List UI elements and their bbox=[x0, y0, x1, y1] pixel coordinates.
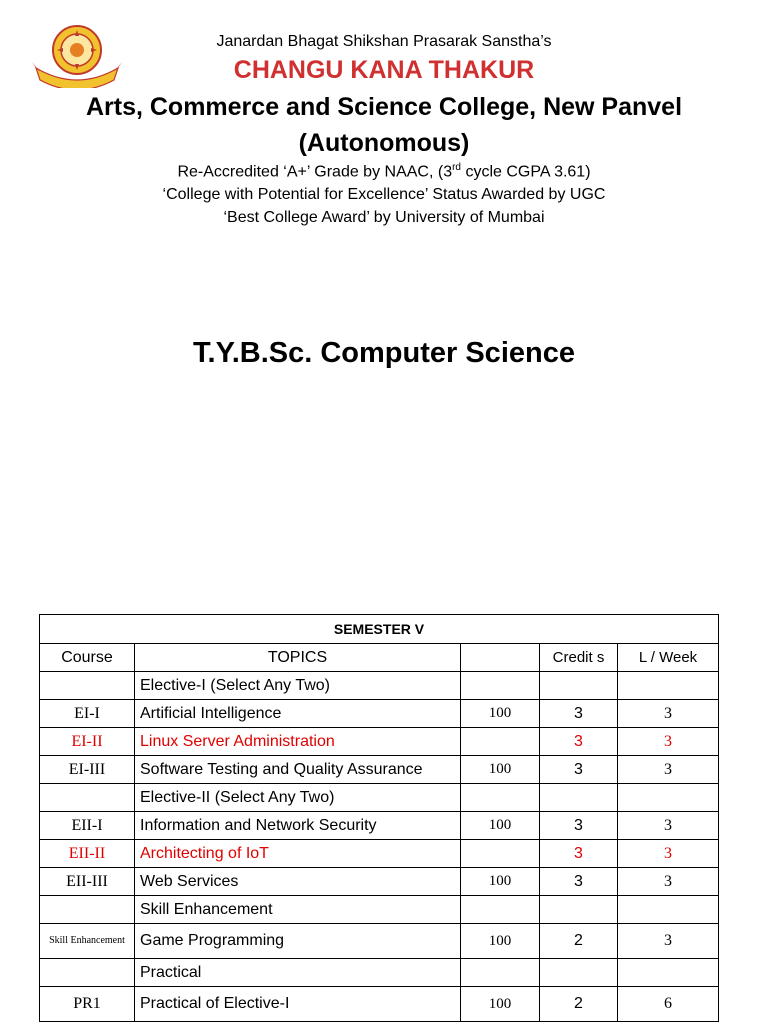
credits-cell bbox=[540, 959, 618, 987]
course-cell: EI-II bbox=[40, 728, 135, 756]
course-cell: EI-I bbox=[40, 700, 135, 728]
course-cell: Skill Enhancement bbox=[40, 924, 135, 959]
credits-cell: 3 bbox=[540, 728, 618, 756]
course-cell: EII-II bbox=[40, 840, 135, 868]
award-line: ‘Best College Award’ by University of Mumbai bbox=[223, 209, 545, 226]
week-cell bbox=[618, 672, 719, 700]
topic-cell: Game Programming bbox=[135, 924, 461, 959]
credits-cell: 3 bbox=[540, 700, 618, 728]
course-cell: EI-III bbox=[40, 756, 135, 784]
week-cell: 3 bbox=[618, 924, 719, 959]
topic-cell: Web Services bbox=[135, 868, 461, 896]
course-cell bbox=[40, 672, 135, 700]
topic-cell: Linux Server Administration bbox=[135, 728, 461, 756]
marks-cell bbox=[461, 959, 540, 987]
marks-cell: 100 bbox=[461, 756, 540, 784]
marks-cell bbox=[461, 728, 540, 756]
college-name: CHANGU KANA THAKUR bbox=[233, 56, 535, 84]
semester-heading: SEMESTER V bbox=[40, 615, 719, 644]
header-l-week: L / Week bbox=[618, 644, 719, 672]
week-cell: 3 bbox=[618, 868, 719, 896]
week-cell: 3 bbox=[618, 812, 719, 840]
topic-cell: Practical of Elective-I bbox=[135, 987, 461, 1022]
week-cell: 6 bbox=[618, 987, 719, 1022]
credits-cell: 3 bbox=[540, 868, 618, 896]
table-row bbox=[40, 728, 719, 756]
week-cell: 3 bbox=[618, 728, 719, 756]
marks-cell bbox=[461, 784, 540, 812]
topic-cell: Practical bbox=[135, 959, 461, 987]
course-cell: PR1 bbox=[40, 987, 135, 1022]
credits-cell: 2 bbox=[540, 924, 618, 959]
topic-cell: Elective-I (Select Any Two) bbox=[135, 672, 461, 700]
header-topics: TOPICS bbox=[135, 644, 461, 672]
topic-cell: Skill Enhancement bbox=[135, 896, 461, 924]
table-row bbox=[40, 924, 719, 959]
credits-cell: 3 bbox=[540, 812, 618, 840]
week-cell: 3 bbox=[618, 840, 719, 868]
topic-cell: Elective-II (Select Any Two) bbox=[135, 784, 461, 812]
autonomous-label: (Autonomous) bbox=[298, 129, 470, 157]
week-cell: 3 bbox=[618, 756, 719, 784]
marks-cell: 100 bbox=[461, 868, 540, 896]
header-marks bbox=[461, 644, 540, 672]
topic-cell: Artificial Intelligence bbox=[135, 700, 461, 728]
marks-cell bbox=[461, 672, 540, 700]
marks-cell bbox=[461, 840, 540, 868]
table-row bbox=[40, 868, 719, 896]
table-row bbox=[40, 959, 719, 987]
credits-cell bbox=[540, 896, 618, 924]
header-credits: Credit s bbox=[540, 644, 618, 672]
marks-cell bbox=[461, 896, 540, 924]
credits-cell bbox=[540, 784, 618, 812]
credits-cell bbox=[540, 672, 618, 700]
society-name: Janardan Bhagat Shikshan Prasarak Sanstha’s bbox=[216, 33, 552, 50]
credits-cell: 3 bbox=[540, 756, 618, 784]
credits-cell: 3 bbox=[540, 840, 618, 868]
table-row bbox=[40, 756, 719, 784]
table-row bbox=[40, 987, 719, 1022]
credits-cell: 2 bbox=[540, 987, 618, 1022]
week-cell bbox=[618, 896, 719, 924]
course-cell: EII-III bbox=[40, 868, 135, 896]
topic-cell: Software Testing and Quality Assurance bbox=[135, 756, 461, 784]
week-cell: 3 bbox=[618, 700, 719, 728]
topic-cell: Architecting of IoT bbox=[135, 840, 461, 868]
course-cell bbox=[40, 896, 135, 924]
table-row bbox=[40, 840, 719, 868]
topic-cell: Information and Network Security bbox=[135, 812, 461, 840]
college-full-name: Arts, Commerce and Science College, New Panvel bbox=[85, 93, 683, 121]
marks-cell: 100 bbox=[461, 700, 540, 728]
course-cell: EII-I bbox=[40, 812, 135, 840]
accreditation-line: Re-Accredited ‘A+’ Grade by NAAC, (3rd cycle CGPA 3.61) bbox=[177, 162, 591, 181]
marks-cell: 100 bbox=[461, 987, 540, 1022]
course-cell bbox=[40, 959, 135, 987]
table-row bbox=[40, 784, 719, 812]
marks-cell: 100 bbox=[461, 812, 540, 840]
table-row bbox=[40, 672, 719, 700]
table-header-row bbox=[40, 644, 719, 672]
marks-cell: 100 bbox=[461, 924, 540, 959]
course-cell bbox=[40, 784, 135, 812]
ugc-status-line: ‘College with Potential for Excellence’ Status Awarded by UGC bbox=[162, 186, 606, 203]
week-cell bbox=[618, 959, 719, 987]
table-row bbox=[40, 812, 719, 840]
week-cell bbox=[618, 784, 719, 812]
document-title: T.Y.B.Sc. Computer Science bbox=[193, 337, 575, 369]
syllabus-table bbox=[39, 614, 719, 1022]
header-course: Course bbox=[40, 644, 135, 672]
table-row bbox=[40, 896, 719, 924]
table-row bbox=[40, 700, 719, 728]
